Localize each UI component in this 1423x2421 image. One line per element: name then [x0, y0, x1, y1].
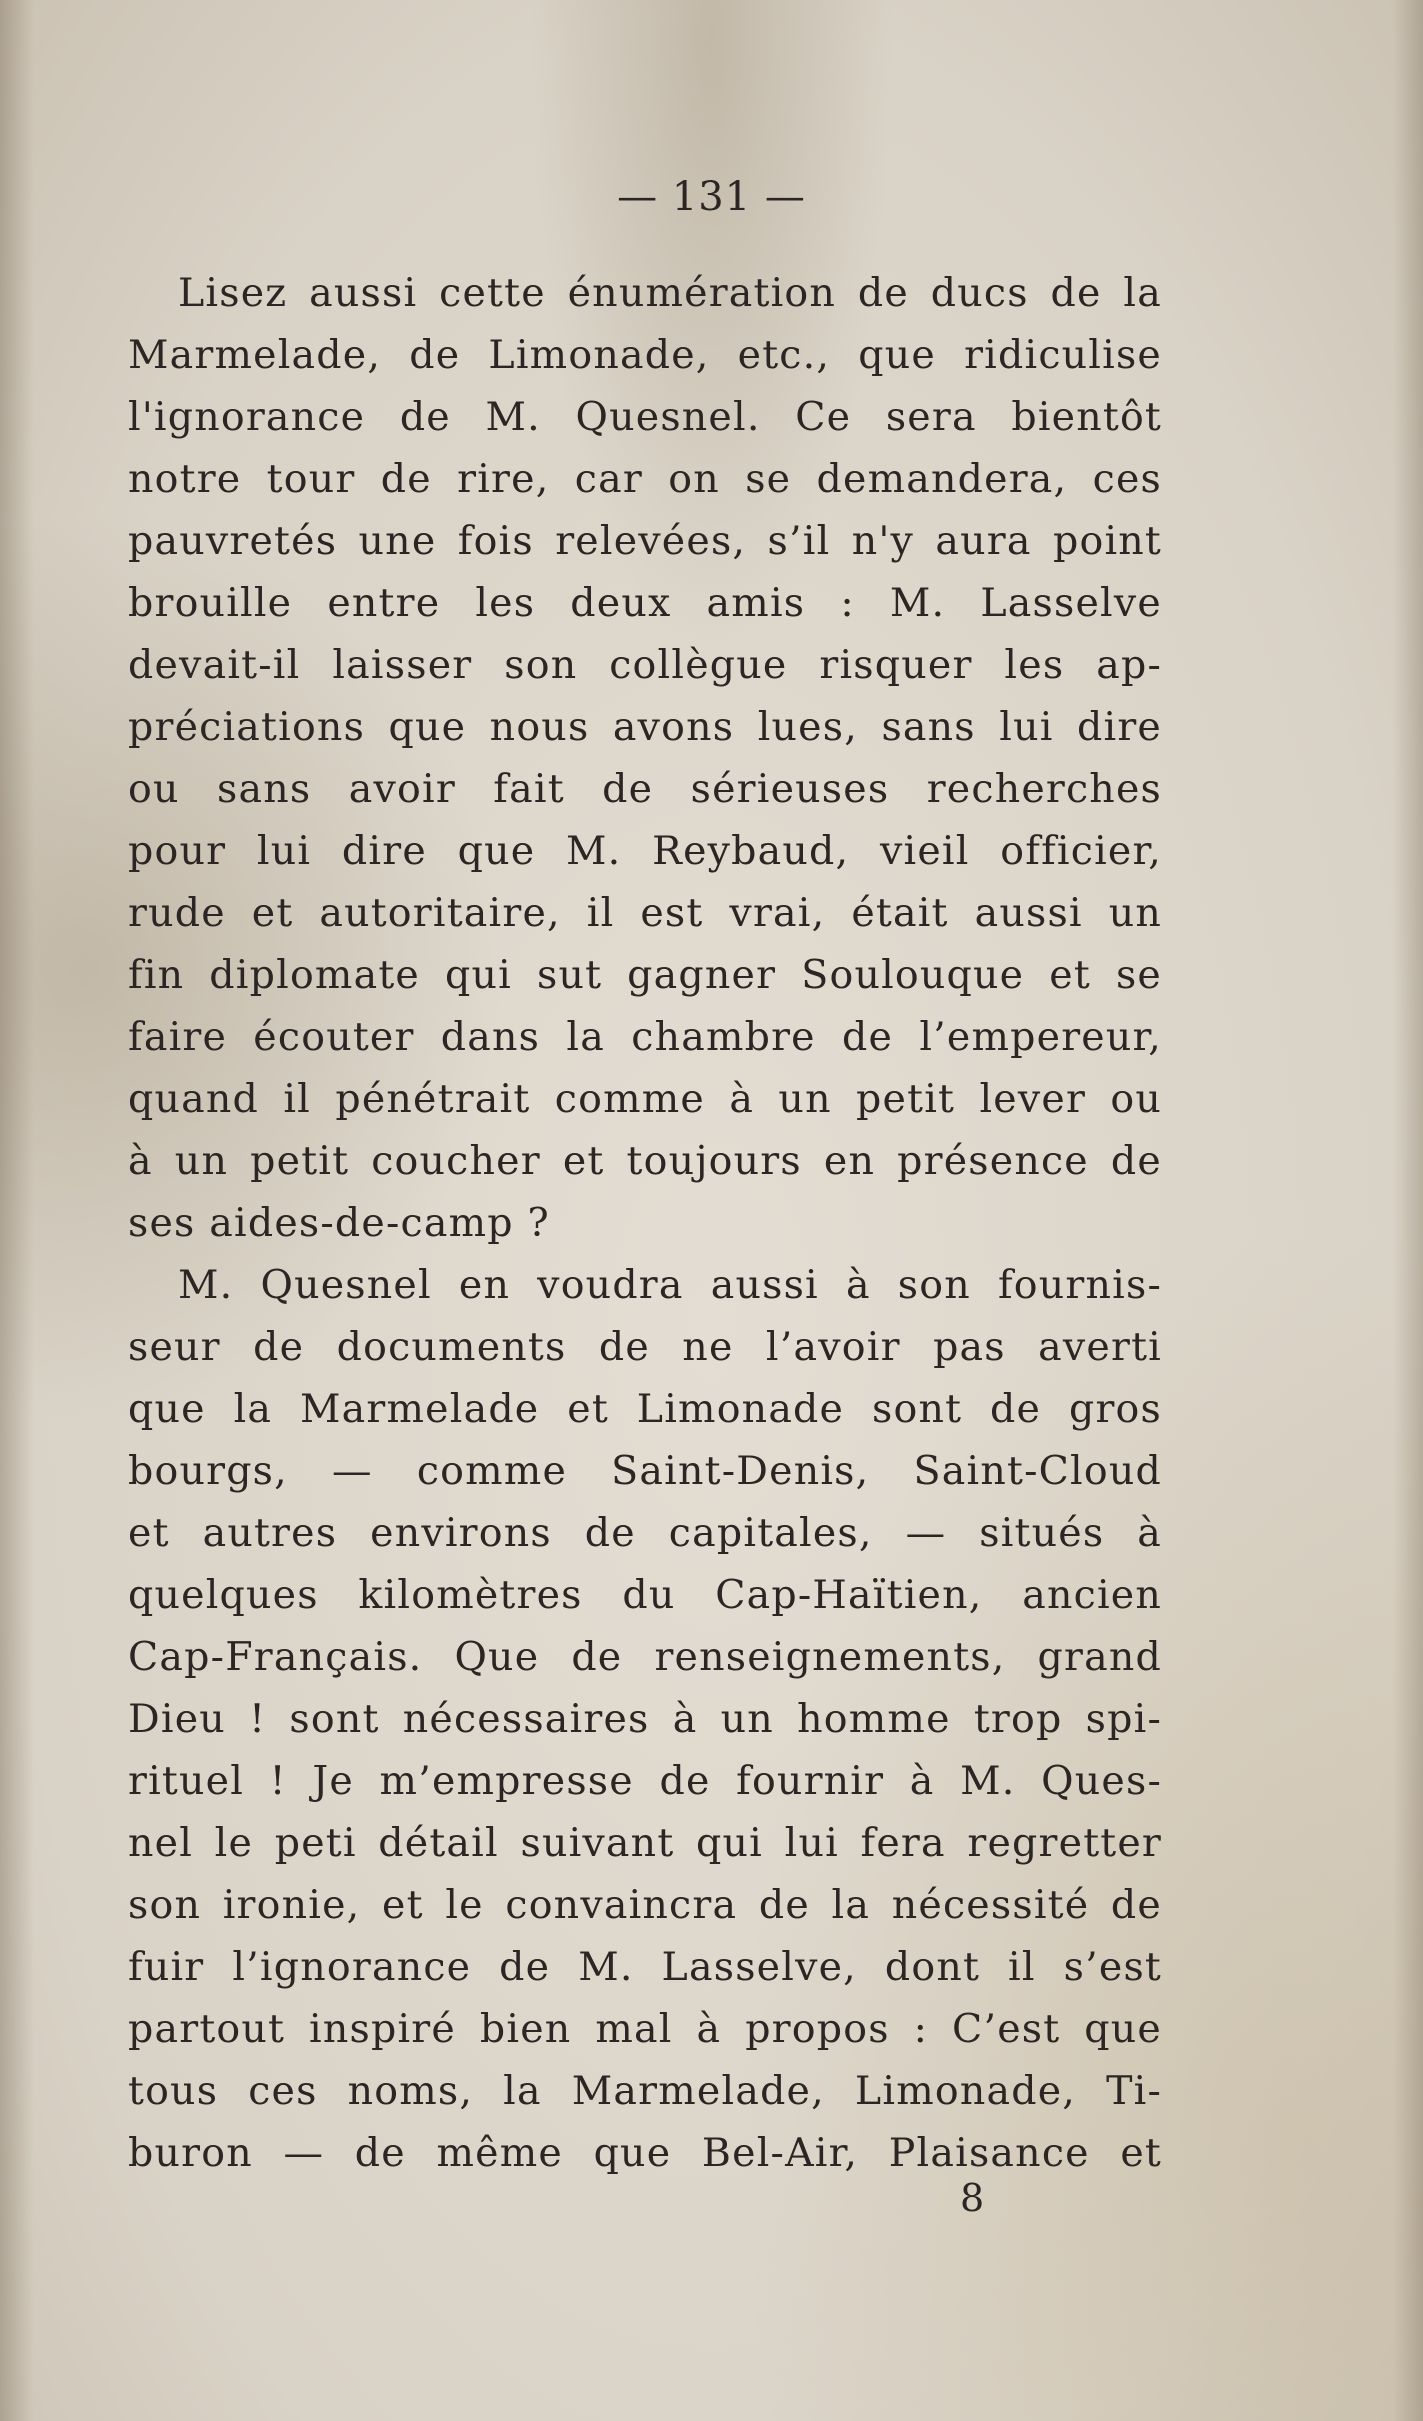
signature-mark: 8 — [960, 2176, 985, 2220]
text-line: Marmelade, de Limonade, etc., que ridiculise — [128, 332, 1162, 378]
text-line: faire écouter dans la chambre de l’empereur, — [128, 1014, 1162, 1060]
text-line: rituel ! Je m’empresse de fournir à M. Ques- — [128, 1758, 1162, 1804]
text-line: brouille entre les deux amis : M. Lasselve — [128, 580, 1162, 626]
text-line: l'ignorance de M. Quesnel. Ce sera bientôt — [128, 394, 1162, 440]
text-line: préciations que nous avons lues, sans lui dire — [128, 704, 1162, 750]
text-line: buron — de même que Bel-Air, Plaisance et — [128, 2130, 1162, 2176]
text-line: et autres environs de capitales, — situés à — [128, 1510, 1162, 1556]
text-line: Lisez aussi cette énumération de ducs de la — [178, 270, 1162, 316]
text-line: à un petit coucher et toujours en présence de — [128, 1138, 1162, 1184]
text-line: nel le peti détail suivant qui lui fera regretter — [128, 1820, 1162, 1866]
page-number: — 131 — — [617, 174, 806, 220]
text-line: son ironie, et le convaincra de la nécessité de — [128, 1882, 1162, 1928]
text-line: pauvretés une fois relevées, s’il n'y aura point — [128, 518, 1162, 564]
text-line: que la Marmelade et Limonade sont de gros — [128, 1386, 1162, 1432]
text-line: ou sans avoir fait de sérieuses recherches — [128, 766, 1162, 812]
text-line: fin diplomate qui sut gagner Soulouque et se — [128, 952, 1162, 998]
text-line: devait-il laisser son collègue risquer les ap- — [128, 642, 1162, 688]
text-line: quelques kilomètres du Cap-Haïtien, ancien — [128, 1572, 1162, 1618]
text-line: seur de documents de ne l’avoir pas averti — [128, 1324, 1162, 1370]
text-line: Cap-Français. Que de renseignements, grand — [128, 1634, 1162, 1680]
page-body-text — [128, 262, 1162, 2184]
text-line: M. Quesnel en voudra aussi à son fournis- — [178, 1262, 1162, 1308]
text-line: rude et autoritaire, il est vrai, était aussi un — [128, 890, 1162, 936]
text-line: ses aides-de-camp ? — [128, 1200, 550, 1246]
text-line: Dieu ! sont nécessaires à un homme trop spi- — [128, 1696, 1162, 1742]
text-line: fuir l’ignorance de M. Lasselve, dont il s’est — [128, 1944, 1162, 1990]
text-line: partout inspiré bien mal à propos : C’est que — [128, 2006, 1162, 2052]
text-line: quand il pénétrait comme à un petit lever ou — [128, 1076, 1162, 1122]
text-line: bourgs, — comme Saint-Denis, Saint-Cloud — [128, 1448, 1162, 1494]
text-line: notre tour de rire, car on se demandera, ces — [128, 456, 1162, 502]
text-line: pour lui dire que M. Reybaud, vieil officier, — [128, 828, 1162, 874]
text-line: tous ces noms, la Marmelade, Limonade, Ti- — [128, 2068, 1162, 2114]
